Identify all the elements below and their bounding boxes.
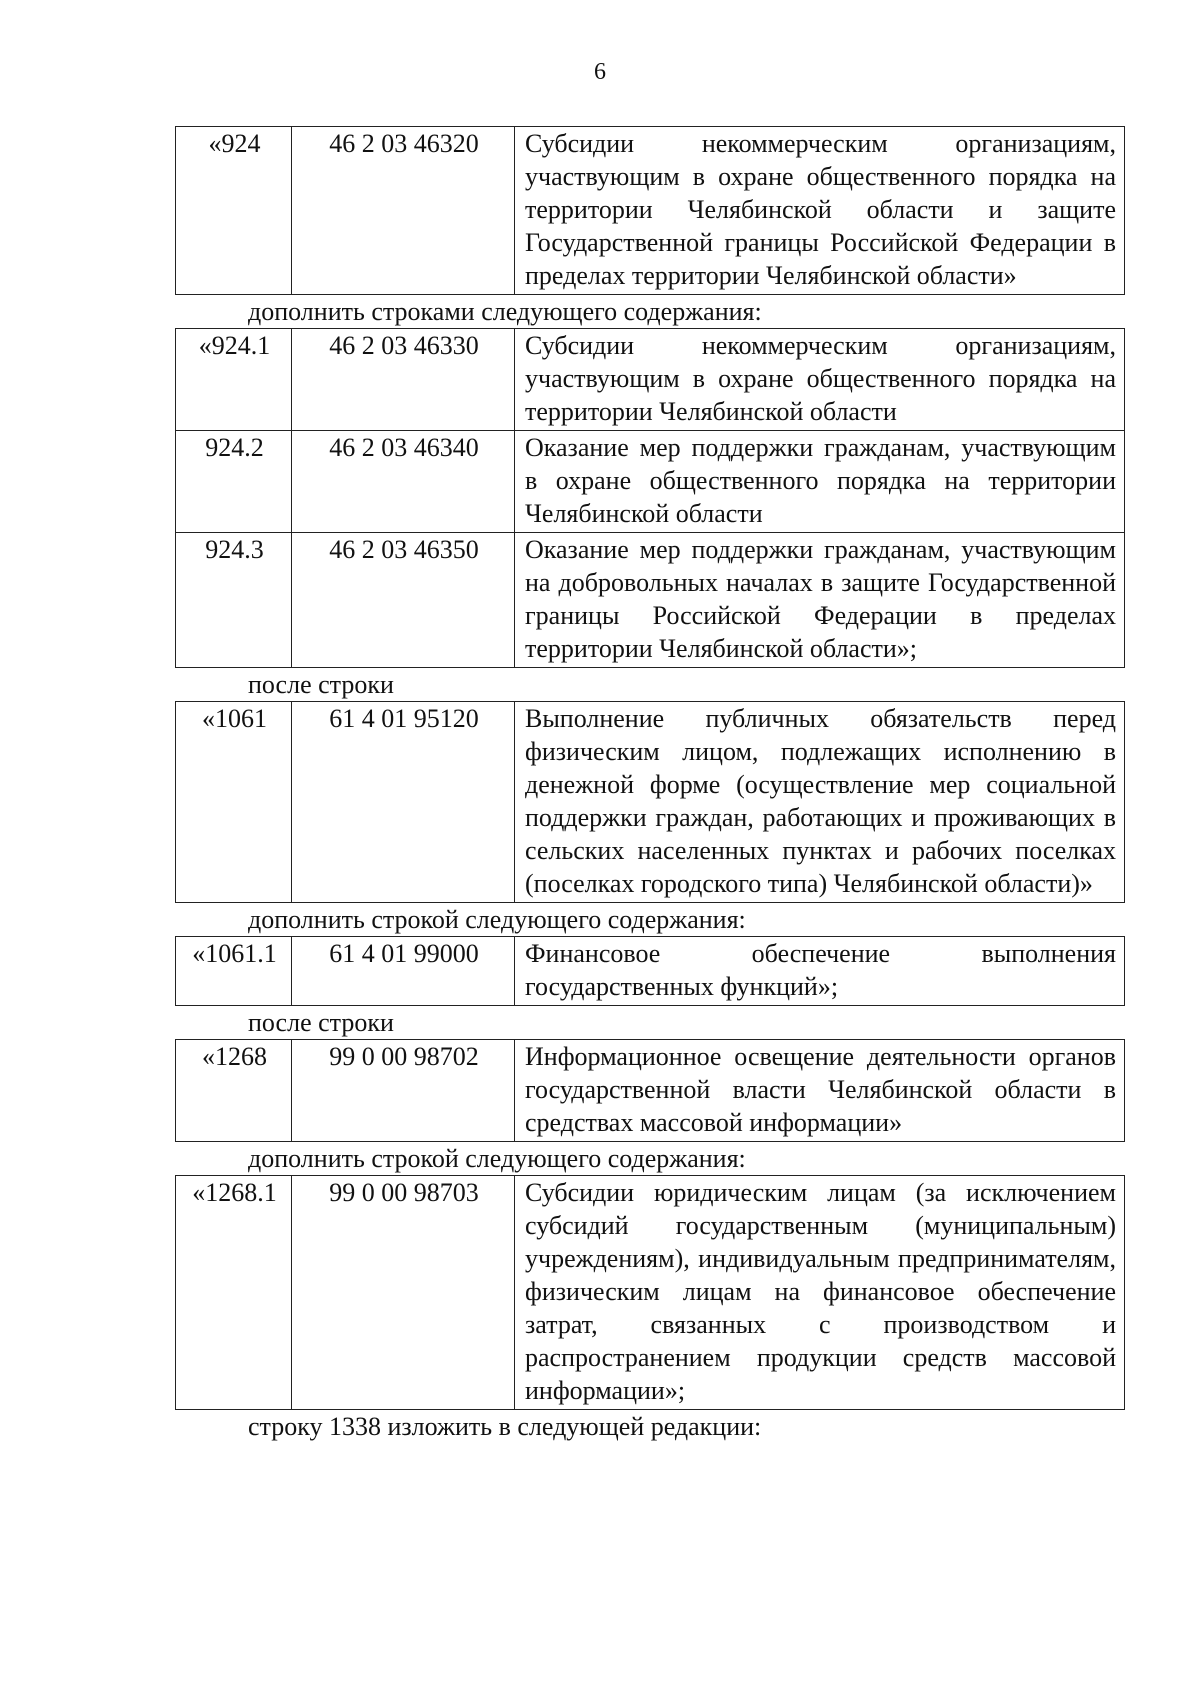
row-description: Субсидии юридическим лицам (за исключением субсидий государственным (муниципальным) учреждениям), индивидуальным предпринимателям, физическим лицам на финансовое обеспечение затрат, связанных с производством и распространением продукции средств массовой информации»; (515, 1176, 1125, 1410)
instruction-text: дополнить строками следующего содержания: (248, 297, 762, 326)
budget-code: 46 2 03 46320 (292, 127, 515, 295)
table-row (176, 533, 1125, 668)
table-row (176, 1040, 1125, 1142)
row-number: 924.3 (176, 533, 292, 668)
instruction-text: после строки (248, 1008, 394, 1037)
budget-code: 61 4 01 99000 (292, 937, 515, 1006)
row-number: «924.1 (176, 329, 292, 431)
row-description: Оказание мер поддержки гражданам, участвующим в охране общественного порядка на территории Челябинской области (515, 431, 1125, 533)
budget-code: 46 2 03 46340 (292, 431, 515, 533)
instruction-text: дополнить строкой следующего содержания: (248, 1144, 746, 1173)
row-number: «1061 (176, 702, 292, 903)
table-row (176, 329, 1125, 431)
row-number: 924.2 (176, 431, 292, 533)
row-number: «1061.1 (176, 937, 292, 1006)
row-number: «1268.1 (176, 1176, 292, 1410)
table-row-924-block (175, 126, 1125, 295)
budget-code: 46 2 03 46350 (292, 533, 515, 668)
row-description: Выполнение публичных обязательств перед физическим лицом, подлежащих исполнению в денежной форме (осуществление мер социальной поддержки граждан, работающих и проживающих в сельских населенных пунктах и рабочих поселках (поселках городского типа) Челябинской области)» (515, 702, 1125, 903)
document-body (175, 126, 1125, 1443)
instruction-text: после строки (248, 670, 394, 699)
budget-code: 61 4 01 95120 (292, 702, 515, 903)
table-924-additions (175, 328, 1125, 668)
table-row (176, 431, 1125, 533)
table-1268 (175, 1039, 1125, 1142)
row-number: «924 (176, 127, 292, 295)
row-description: Информационное освещение деятельности органов государственной власти Челябинской области в средствах массовой информации» (515, 1040, 1125, 1142)
table-row (176, 127, 1125, 295)
row-description: Оказание мер поддержки гражданам, участвующим на добровольных началах в защите Государственной границы Российской Федерации в пределах территории Челябинской области»; (515, 533, 1125, 668)
table-1268-addition (175, 1175, 1125, 1410)
row-description: Субсидии некоммерческим организациям, участвующим в охране общественного порядка на территории Челябинской области (515, 329, 1125, 431)
table-row (176, 702, 1125, 903)
row-description: Финансовое обеспечение выполнения государственных функций»; (515, 937, 1125, 1006)
budget-code: 46 2 03 46330 (292, 329, 515, 431)
budget-code: 99 0 00 98702 (292, 1040, 515, 1142)
table-1061 (175, 701, 1125, 903)
table-row (176, 937, 1125, 1006)
row-description: Субсидии некоммерческим организациям, участвующим в охране общественного порядка на территории Челябинской области и защите Государственной границы Российской Федерации в пределах территории Челябинской области» (515, 127, 1125, 295)
instruction-text: дополнить строкой следующего содержания: (248, 905, 746, 934)
budget-code: 99 0 00 98703 (292, 1176, 515, 1410)
page-number: 6 (594, 59, 606, 85)
table-1061-addition (175, 936, 1125, 1006)
table-row (176, 1176, 1125, 1410)
row-number: «1268 (176, 1040, 292, 1142)
instruction-text: строку 1338 изложить в следующей редакции: (248, 1412, 762, 1441)
